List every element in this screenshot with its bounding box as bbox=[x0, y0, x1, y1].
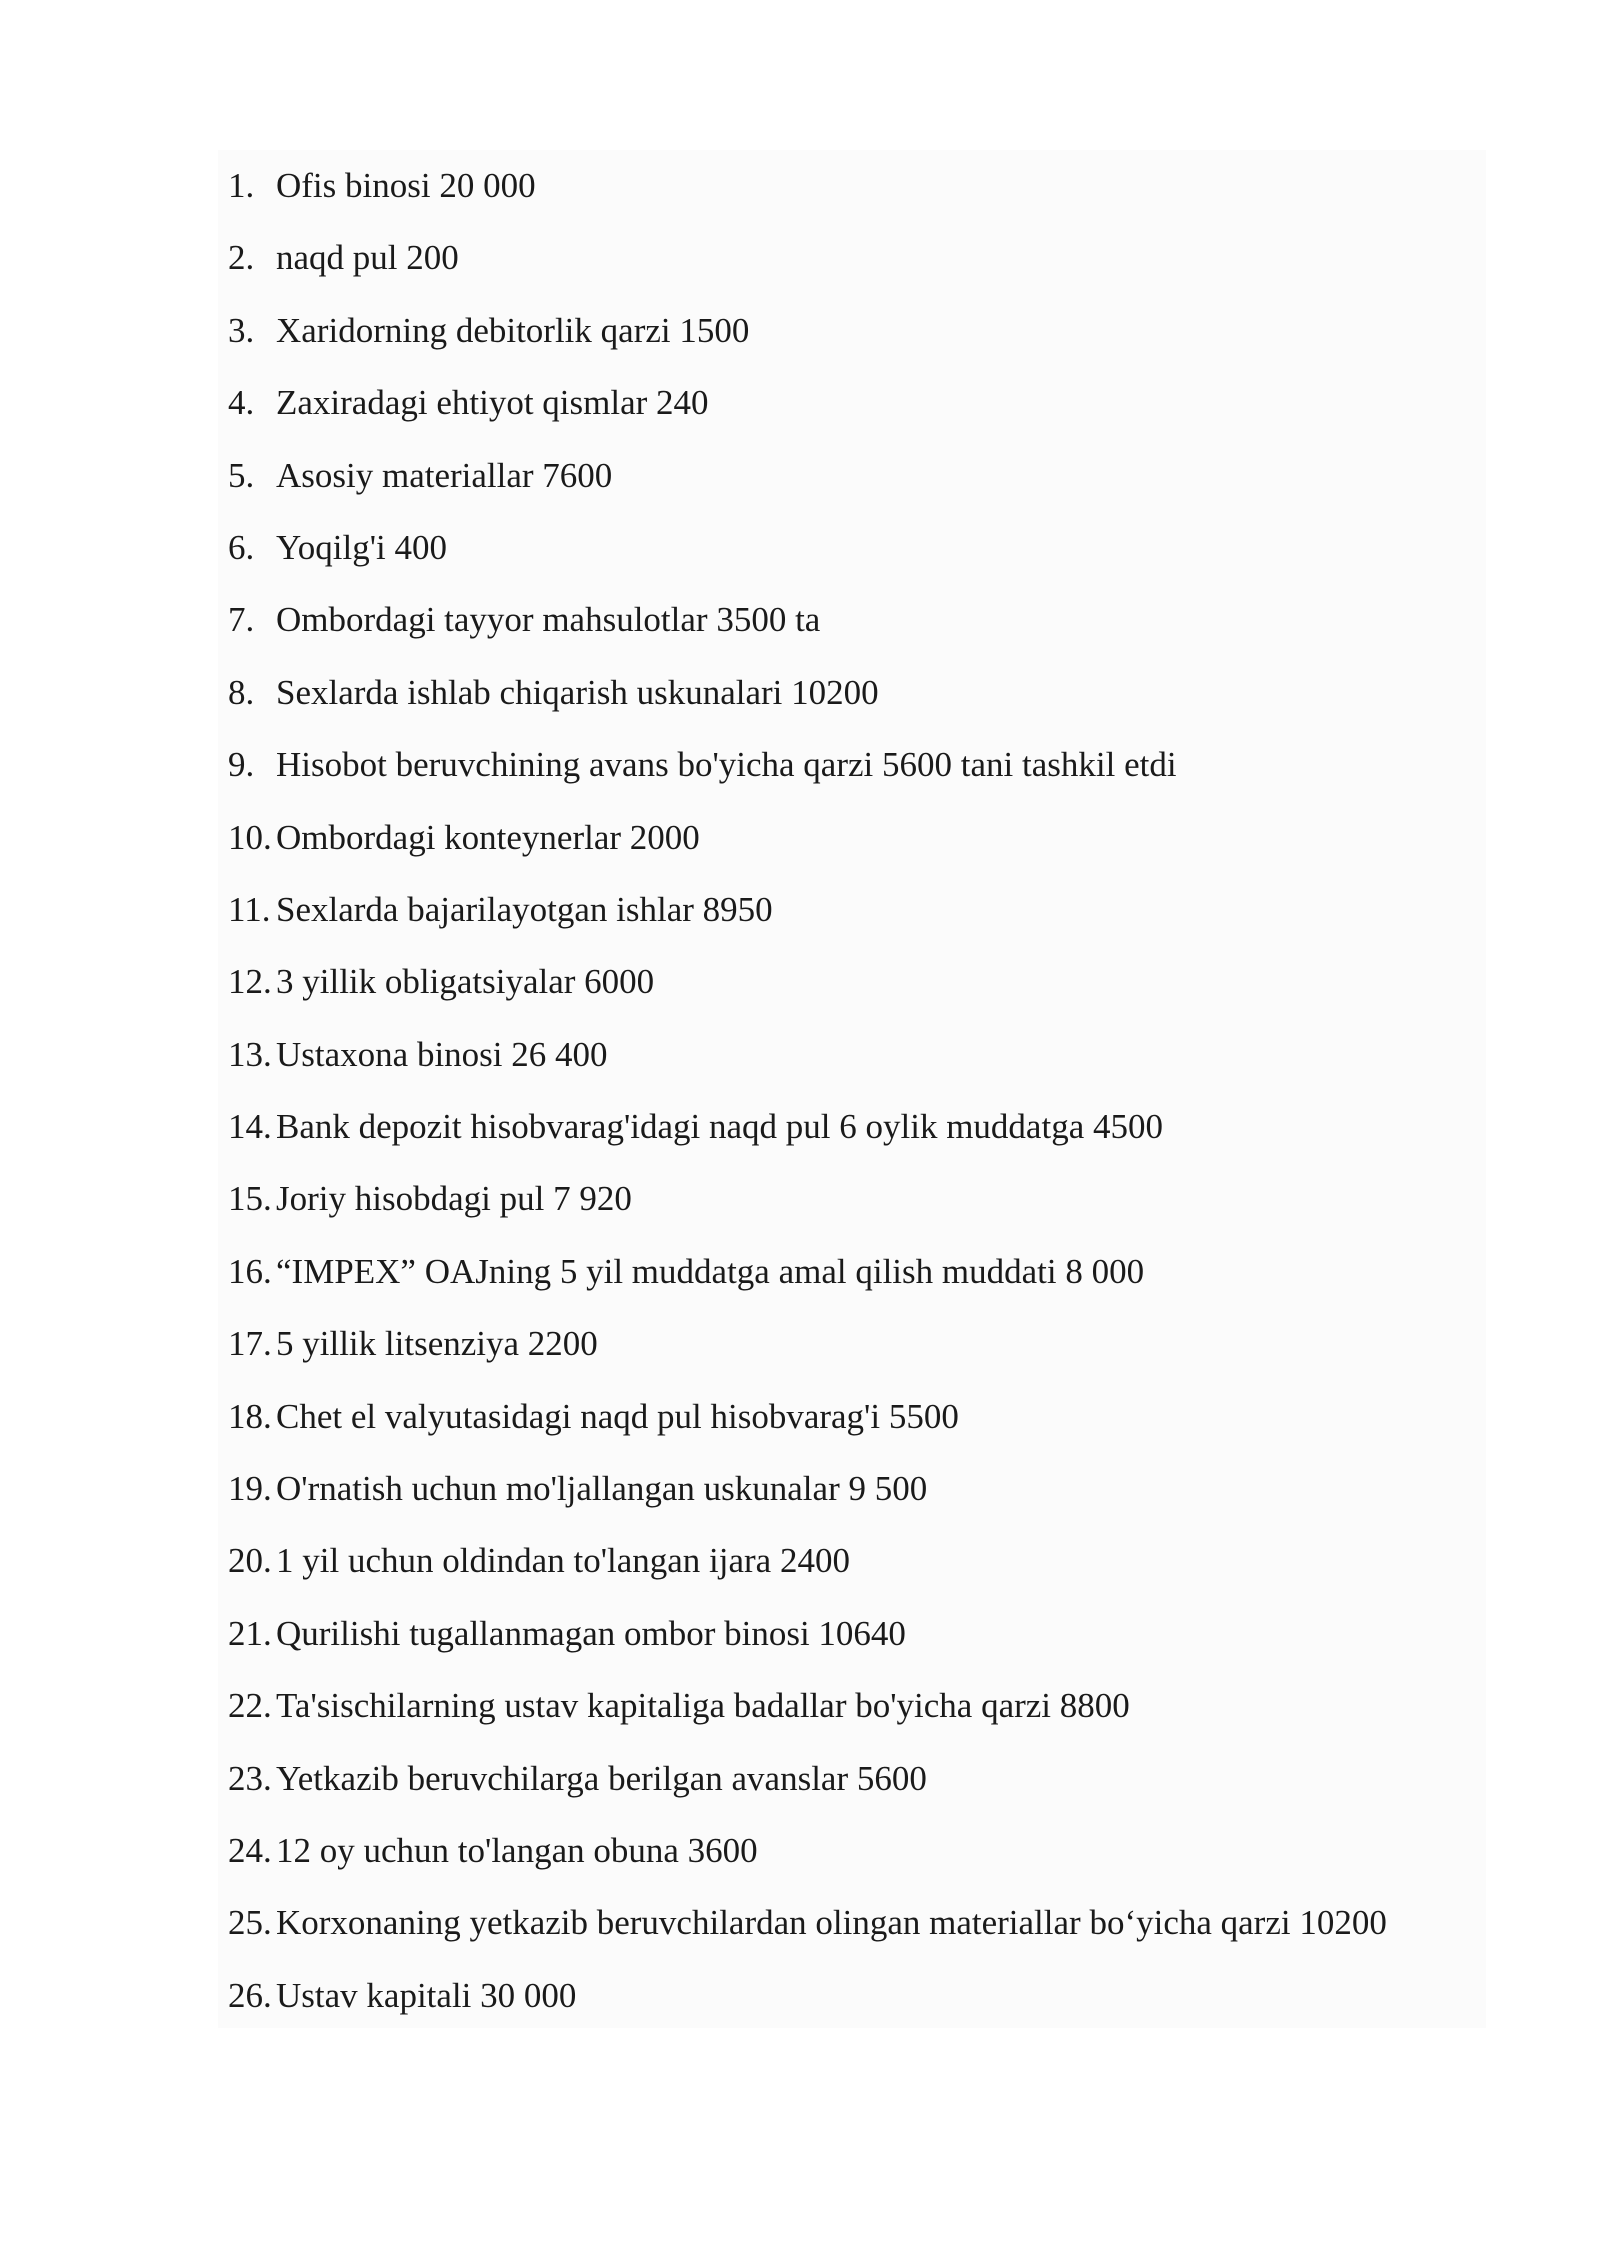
list-item-number: 23. bbox=[228, 1758, 272, 1798]
numbered-list bbox=[228, 150, 1486, 2032]
list-item-text: Ustaxona binosi 26 400 bbox=[276, 1034, 608, 1074]
list-item-number: 2. bbox=[228, 238, 255, 278]
list-item-number: 24. bbox=[228, 1830, 272, 1870]
list-item-text: Chet el valyutasidagi naqd pul hisobvarag'i 5500 bbox=[276, 1396, 959, 1436]
list-item-number: 7. bbox=[228, 600, 255, 640]
list-item-text: 1 yil uchun oldindan to'langan ijara 2400 bbox=[276, 1541, 850, 1581]
list-item bbox=[228, 1887, 1486, 1959]
list-item-text: Yetkazib beruvchilarga berilgan avanslar 5600 bbox=[276, 1758, 927, 1798]
list-item-text: Ombordagi tayyor mahsulotlar 3500 ta bbox=[276, 600, 821, 640]
list-item-number: 3. bbox=[228, 310, 255, 350]
list-item-number: 17. bbox=[228, 1324, 272, 1364]
list-item bbox=[228, 946, 1486, 1018]
list-item bbox=[228, 1670, 1486, 1742]
list-item-text: Ta'sischilarning ustav kapitaliga badallar bo'yicha qarzi 8800 bbox=[276, 1686, 1130, 1726]
list-item bbox=[228, 1381, 1486, 1453]
list-item bbox=[228, 1308, 1486, 1380]
list-item-number: 11. bbox=[228, 889, 271, 929]
list-item-text: “IMPEX” OAJning 5 yil muddatga amal qilish muddati 8 000 bbox=[276, 1251, 1145, 1291]
list-item-text: Ofis binosi 20 000 bbox=[276, 166, 536, 205]
list-item bbox=[228, 1815, 1486, 1887]
list-item bbox=[228, 440, 1486, 512]
list-item bbox=[228, 1598, 1486, 1670]
list-item bbox=[228, 874, 1486, 946]
list-item-number: 20. bbox=[228, 1541, 272, 1581]
list-item-number: 22. bbox=[228, 1686, 272, 1726]
list-item bbox=[228, 1163, 1486, 1235]
list-item-number: 4. bbox=[228, 383, 255, 423]
list-item-text: naqd pul 200 bbox=[276, 238, 459, 278]
list-item-text: 3 yillik obligatsiyalar 6000 bbox=[276, 962, 655, 1002]
list-item-number: 26. bbox=[228, 1975, 272, 2015]
list-item-number: 8. bbox=[228, 672, 255, 712]
list-item bbox=[228, 1019, 1486, 1091]
list-item-number: 9. bbox=[228, 745, 255, 785]
list-item-number: 19. bbox=[228, 1469, 272, 1509]
list-item bbox=[228, 367, 1486, 439]
list-item-text: Xaridorning debitorlik qarzi 1500 bbox=[276, 310, 750, 350]
content-block bbox=[218, 150, 1486, 2028]
list-item-number: 25. bbox=[228, 1903, 272, 1943]
list-item bbox=[228, 150, 1486, 222]
list-item-number: 13. bbox=[228, 1034, 272, 1074]
list-item bbox=[228, 1743, 1486, 1815]
list-item-number: 15. bbox=[228, 1179, 272, 1219]
list-item-number: 12. bbox=[228, 962, 272, 1002]
list-item bbox=[228, 1236, 1486, 1308]
list-item-number: 21. bbox=[228, 1613, 272, 1653]
list-item-text: 5 yillik litsenziya 2200 bbox=[276, 1324, 598, 1364]
list-item-text: Joriy hisobdagi pul 7 920 bbox=[276, 1179, 632, 1219]
list-item bbox=[228, 1453, 1486, 1525]
list-item-text: Sexlarda ishlab chiqarish uskunalari 10200 bbox=[276, 672, 879, 712]
list-item-number: 18. bbox=[228, 1396, 272, 1436]
list-item-text: Zaxiradagi ehtiyot qismlar 240 bbox=[276, 383, 709, 423]
list-item-text: Qurilishi tugallanmagan ombor binosi 10640 bbox=[276, 1613, 906, 1653]
list-item bbox=[228, 729, 1486, 801]
list-item-text: Yoqilg'i 400 bbox=[276, 527, 448, 567]
list-item-text: 12 oy uchun to'langan obuna 3600 bbox=[276, 1830, 758, 1870]
list-item bbox=[228, 584, 1486, 656]
list-item bbox=[228, 222, 1486, 294]
list-item-text: Korxonaning yetkazib beruvchilardan olingan materiallar bo‘yicha qarzi 10200 bbox=[276, 1903, 1387, 1943]
list-item-text: Sexlarda bajarilayotgan ishlar 8950 bbox=[276, 889, 773, 929]
list-item bbox=[228, 1960, 1486, 2032]
list-item-text: Asosiy materiallar 7600 bbox=[276, 455, 613, 495]
list-item-number: 10. bbox=[228, 817, 272, 857]
list-item bbox=[228, 295, 1486, 367]
list-item bbox=[228, 657, 1486, 729]
list-item-text: Hisobot beruvchining avans bo'yicha qarzi 5600 tani tashkil etdi bbox=[276, 745, 1177, 785]
list-item-text: O'rnatish uchun mo'ljallangan uskunalar 9 500 bbox=[276, 1469, 928, 1509]
list-item bbox=[228, 512, 1486, 584]
list-item-text: Ustav kapitali 30 000 bbox=[276, 1975, 577, 2015]
list-item-number: 6. bbox=[228, 527, 255, 567]
list-item bbox=[228, 1525, 1486, 1597]
list-item-number: 16. bbox=[228, 1251, 272, 1291]
list-item-text: Bank depozit hisobvarag'idagi naqd pul 6 oylik muddatga 4500 bbox=[276, 1107, 1163, 1147]
list-item-number: 14. bbox=[228, 1107, 272, 1147]
list-item bbox=[228, 1091, 1486, 1163]
list-item-number: 5. bbox=[228, 455, 255, 495]
list-item-number: 1. bbox=[228, 166, 255, 205]
list-item-text: Ombordagi konteynerlar 2000 bbox=[276, 817, 700, 857]
list-item bbox=[228, 802, 1486, 874]
